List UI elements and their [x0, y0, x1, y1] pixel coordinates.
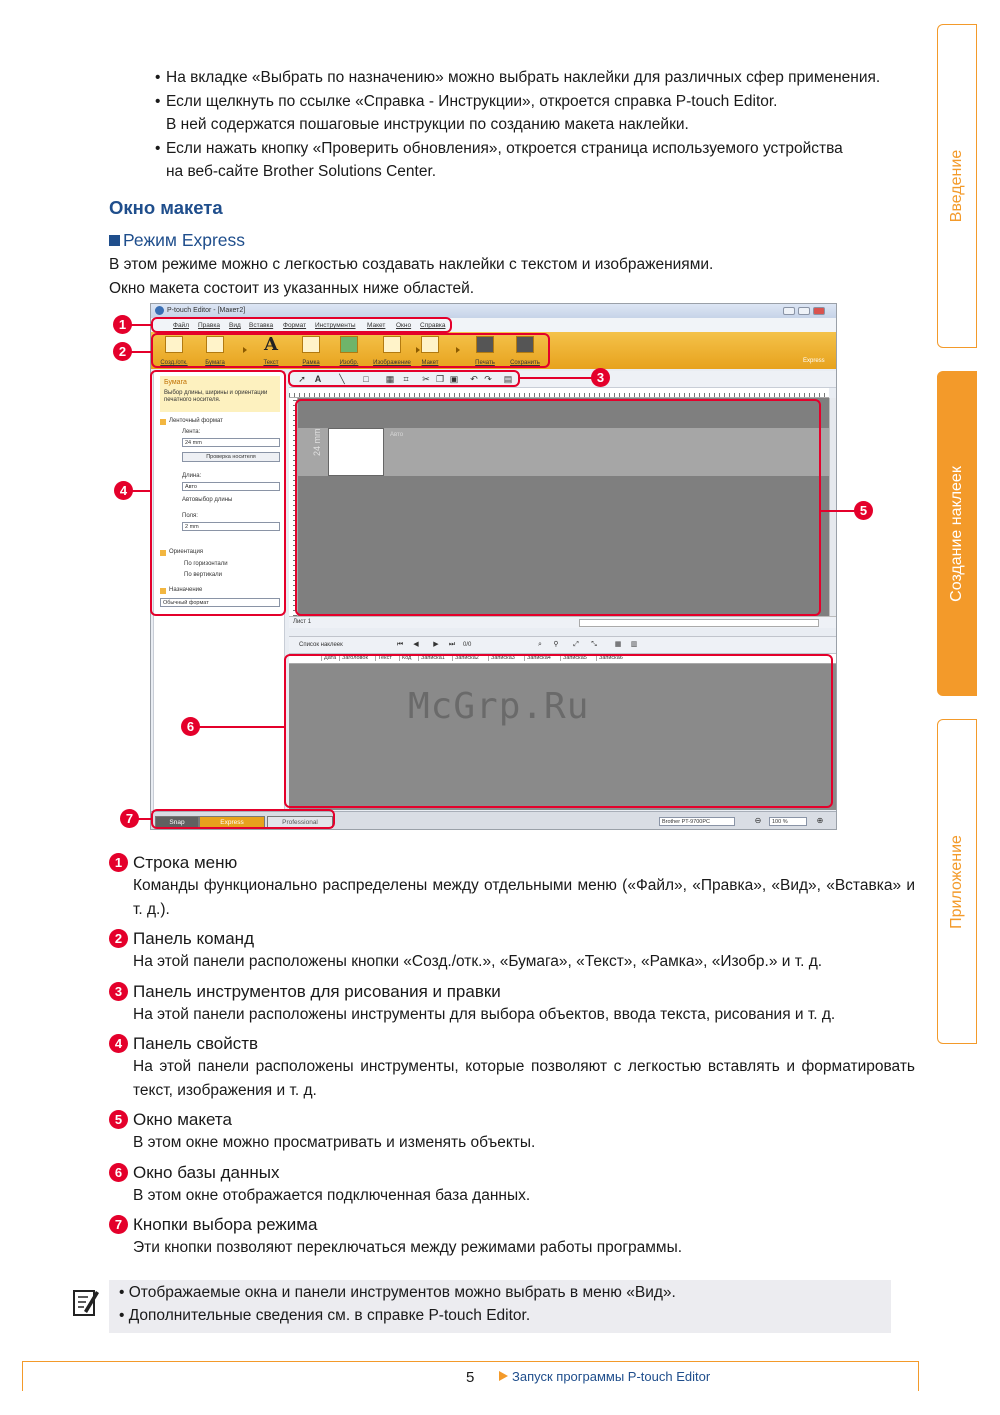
footer-divider [22, 1361, 919, 1362]
callout-box-commands [151, 333, 550, 368]
triangle-arrow-icon [499, 1371, 508, 1381]
legend-description: В этом окне отображается подключенная база данных. [133, 1186, 531, 1204]
db-column: Заголовок [339, 655, 368, 661]
legend-number: 1 [109, 853, 128, 872]
legend-title: Строка меню [133, 853, 238, 872]
legend-description: На этой панели расположены кнопки «Созд./отк.», «Бумага», «Текст», «Рамка», «Изобр.» и т. д. [133, 953, 823, 970]
db-list-label: Список наклеек [299, 642, 343, 648]
insert-tool-icon[interactable]: ⌗ [403, 374, 409, 384]
tip-item: • На вкладке «Выбрать по назначению» можно выбрать наклейки для различных сфер применения. [155, 66, 880, 90]
legend-title: Панель команд [133, 929, 254, 948]
prop-label: Назначение [169, 587, 203, 593]
prop-label: Ориентация [169, 549, 204, 555]
copy-icon[interactable]: ❐ [435, 374, 445, 384]
leader-line [821, 510, 855, 512]
cmd-label: Изобр. [339, 360, 359, 366]
legend-description: Команды функционально распределены между отдельными меню («Файл», «Правка», «Вид», «Вставка» и т. д.). [133, 877, 915, 918]
maximize-icon[interactable] [798, 307, 810, 315]
legend-number: 6 [109, 1163, 128, 1182]
legend-title: Панель инструментов для рисования и правки [133, 981, 501, 1001]
footer-divider [22, 1361, 23, 1391]
zoom-select[interactable]: 100 % [769, 817, 807, 826]
menu-format[interactable]: Формат [283, 322, 307, 329]
legend-number: 2 [109, 929, 128, 948]
db-grid-icon[interactable]: ▦ [614, 641, 622, 648]
cmd-label: Изображение [373, 360, 411, 366]
db-column: Записка3 [488, 655, 515, 661]
paste-icon[interactable]: ▣ [449, 374, 459, 384]
tape-width-label: 24 mm [312, 428, 322, 456]
cmd-label: Бумага [205, 360, 225, 366]
db-link-icon[interactable]: ⤢ [573, 641, 579, 648]
horizontal-ruler [289, 388, 829, 398]
note-pencil-icon [72, 1287, 100, 1317]
express-badge: Express [803, 358, 825, 364]
side-tab-label: Введение [948, 149, 965, 223]
vertical-scrollbar[interactable] [829, 398, 837, 616]
subsection-title [109, 230, 245, 251]
window-title: P-touch Editor - [Макет2] [167, 307, 246, 314]
db-column: Записка1 [418, 655, 445, 661]
menu-view[interactable]: Вид [229, 322, 241, 329]
legend-item [109, 1108, 915, 1155]
cut-icon[interactable]: ✂ [422, 374, 430, 384]
watermark: McGrp.Ru [408, 686, 590, 727]
menu-layout[interactable]: Макет [367, 322, 386, 329]
callout-marker-3: 3 [591, 368, 610, 387]
last-record-icon[interactable]: ⏭ [448, 641, 456, 648]
auto-length-label: Авто [390, 432, 404, 438]
minimize-icon[interactable] [783, 307, 795, 315]
window-titlebar [151, 304, 836, 318]
callout-box-properties [150, 370, 286, 616]
database-toolbar [289, 636, 837, 654]
note-box [109, 1280, 891, 1333]
callout-marker-1: 1 [113, 315, 132, 334]
tip-item-continuation: В ней содержатся пошаговые инструкции по созданию макета наклейки. [166, 116, 689, 133]
cmd-label: Макет [421, 360, 439, 366]
prop-description: Выбор длины, ширины и ориентации печатного носителя. [164, 390, 268, 403]
callout-box-layout [295, 399, 821, 616]
callout-box-tools [288, 370, 520, 387]
cmd-label: Печать [475, 360, 495, 366]
db-form-icon[interactable]: ▥ [630, 641, 638, 648]
cmd-label: Сохранить [510, 360, 540, 366]
footer-divider [918, 1361, 919, 1391]
callout-marker-6: 6 [181, 717, 200, 736]
side-tab-create-labels[interactable] [937, 371, 977, 696]
footer-breadcrumb[interactable] [499, 1369, 710, 1384]
cmd-label: Рамка [302, 360, 320, 366]
intro-text [109, 253, 713, 300]
text-icon: A [264, 334, 278, 355]
redo-icon[interactable]: ↷ [484, 374, 492, 384]
callout-marker-2: 2 [113, 342, 132, 361]
legend-item [109, 1161, 915, 1208]
callout-box-database [284, 654, 833, 808]
tip-item: • Если щелкнуть по ссылке «Справка - Инструкции», откроется справка P-touch Editor. [155, 90, 880, 114]
leader-line [131, 324, 151, 326]
db-unlink-icon[interactable]: ⤡ [591, 641, 597, 648]
menu-file[interactable]: Файл [173, 322, 189, 329]
vertical-radio[interactable]: По вертикали [184, 572, 223, 578]
prop-label: Длина: [182, 473, 202, 479]
rectangle-tool-icon[interactable]: □ [363, 374, 369, 384]
tips-list [155, 66, 880, 184]
prev-record-icon[interactable]: ◀ [413, 641, 419, 648]
db-record-count: 0/0 [463, 642, 472, 648]
printer-select[interactable]: Brother PT-9700PC [659, 817, 735, 826]
legend-description: В этом окне можно просматривать и изменять объекты. [133, 1134, 536, 1151]
cmd-label: Текст [263, 360, 279, 366]
note-text: Дополнительные сведения см. в справке P-touch Editor. [128, 1307, 531, 1324]
purpose-select[interactable]: Обычный формат [160, 598, 280, 607]
tip-item-continuation: на веб-сайте Brother Solutions Center. [166, 163, 437, 180]
legend-title: Окно базы данных [133, 1162, 280, 1182]
side-tab-appendix[interactable] [937, 719, 977, 1044]
sheet-tabs-bar [289, 616, 837, 628]
line-tool-icon[interactable]: ╲ [339, 374, 345, 384]
legend-item [109, 1213, 915, 1260]
db-column: Код [399, 655, 411, 661]
sheet-tab[interactable]: Лист 1 [293, 619, 312, 625]
legend-description: На этой панели расположены инструменты для выбора объектов, ввода текста, рисования и т. д. [133, 1005, 836, 1023]
auto-length-checkbox[interactable]: Автовыбор длины [182, 497, 233, 503]
undo-icon[interactable]: ↶ [470, 374, 478, 384]
horizontal-radio[interactable]: По горизонтали [184, 561, 228, 567]
legend-item [109, 1032, 915, 1102]
section-title: Окно макета [109, 197, 223, 218]
legend-number: 7 [109, 1215, 128, 1234]
length-field[interactable]: Авто [182, 482, 280, 491]
legend-number: 3 [109, 982, 128, 1001]
menu-insert[interactable]: Вставка [249, 322, 274, 329]
callout-box-modes [151, 809, 335, 829]
margin-field[interactable]: 2 mm [182, 522, 280, 531]
tip-item: • Если нажать кнопку «Проверить обновления», откроется страница используемого устройства [155, 137, 880, 161]
menu-tools[interactable]: Инструменты [315, 322, 356, 329]
select-arrow-icon[interactable]: ➚ [298, 374, 306, 384]
menu-help[interactable]: Справка [420, 322, 446, 329]
leader-line [137, 818, 151, 820]
legend-list [109, 851, 915, 1266]
leader-line [131, 351, 151, 353]
db-filter-icon[interactable]: ⚲ [553, 641, 559, 648]
note-item: • Отображаемые окна и панели инструментов можно выбрать в меню «Вид». [119, 1284, 676, 1301]
tape-select[interactable]: 24 mm [182, 438, 280, 447]
note-text: Отображаемые окна и панели инструментов можно выбрать в меню «Вид». [128, 1284, 676, 1301]
app-logo-icon [155, 306, 164, 315]
subsection-label: Режим Express [123, 230, 246, 250]
close-icon[interactable] [813, 307, 825, 315]
legend-item [109, 851, 915, 921]
legend-title: Кнопки выбора режима [133, 1215, 318, 1234]
menu-window[interactable]: Окно [396, 322, 412, 329]
page-number: 5 [466, 1369, 475, 1386]
intro-line: Окно макета состоит из указанных ниже областей. [109, 279, 475, 297]
callout-marker-7: 7 [120, 809, 139, 828]
prop-label: Ленточный формат [169, 418, 223, 424]
zoom-out-icon[interactable]: ⊖ [754, 816, 762, 825]
first-record-icon[interactable]: ⏮ [396, 641, 404, 648]
leader-line [198, 726, 284, 728]
db-column: Дата [321, 655, 336, 661]
cmd-label: Созд./отк. [160, 360, 188, 366]
legend-number: 5 [109, 1110, 128, 1129]
text-tool-icon[interactable]: A [314, 374, 322, 384]
leader-line [520, 377, 592, 379]
db-column: Текст [375, 655, 392, 661]
square-bullet-icon [109, 235, 120, 246]
db-column: Записка6 [596, 655, 623, 661]
legend-title: Окно макета [133, 1110, 232, 1129]
properties-icon[interactable]: ▤ [503, 374, 513, 384]
legend-item [109, 927, 915, 974]
intro-line: В этом режиме можно с легкостью создавать наклейки с текстом и изображениями. [109, 256, 714, 273]
mode-express-button[interactable]: Express [199, 816, 265, 828]
legend-item [109, 980, 915, 1027]
menu-edit[interactable]: Правка [198, 322, 220, 329]
horizontal-scrollbar[interactable] [579, 619, 819, 627]
legend-description: На этой панели расположены инструменты, которые позволяют с легкостью вставлять и форматировать текст, изображения и т. д. [133, 1058, 915, 1099]
legend-number: 4 [109, 1034, 128, 1053]
table-tool-icon[interactable]: ▦ [385, 374, 395, 384]
db-search-icon[interactable]: ⌕ [538, 641, 542, 648]
callout-marker-5: 5 [854, 501, 873, 520]
db-column: Записка4 [524, 655, 551, 661]
check-media-button[interactable]: Проверка носителя [182, 452, 280, 462]
side-tab-label: Приложение [948, 834, 965, 929]
prop-title: Бумага [164, 379, 187, 386]
next-record-icon[interactable]: ▶ [433, 641, 439, 648]
db-column: Записка2 [452, 655, 479, 661]
leader-line [132, 490, 150, 492]
legend-description: Эти кнопки позволяют переключаться между режимами работы программы. [133, 1239, 683, 1256]
mode-snap-button[interactable]: Snap [155, 816, 199, 828]
callout-box-menu [151, 317, 452, 333]
zoom-in-icon[interactable]: ⊕ [816, 816, 824, 825]
note-item: • Дополнительные сведения см. в справке P-touch Editor. [119, 1307, 531, 1324]
prop-label: Лента: [182, 429, 201, 435]
mode-professional-button[interactable]: Professional [267, 816, 333, 828]
db-column: Записка5 [560, 655, 587, 661]
side-tab-intro[interactable] [937, 24, 977, 348]
prop-label: Поля: [182, 513, 198, 519]
callout-marker-4: 4 [114, 481, 133, 500]
side-tab-label: Создание наклеек [948, 465, 965, 602]
breadcrumb-label: Запуск программы P-touch Editor [512, 1369, 711, 1384]
legend-title: Панель свойств [133, 1034, 259, 1053]
